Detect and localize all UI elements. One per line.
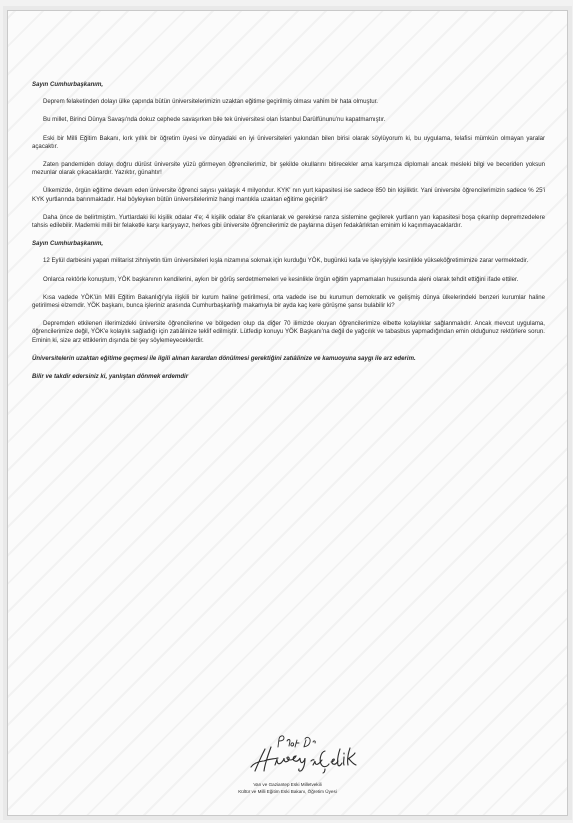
paragraph: Daha önce de belirtmiştim. Yurtlardaki iki kişilik odalar 4'e; 4 kişilik odalar 8'e çıkarılarak ve gerekirse ranza sistemine geçilerek yurtların yarı kapasitesi boşa çıkarılıp depremzedelere tahsis edilebilir. Mademki milli bir felaketle karşı karşıyayız, herkes gibi üniversite öğrencilerimiz de paylarına düşen fedakârlıktan eminim ki kaçınmayacaklardır. xyxy=(32,213,545,230)
paragraph: Bu millet, Birinci Dünya Savaşı'nda dokuz cephede savaşırken bile tek üniversitesi olan İstanbul Darülfünunu'nu kapatmamıştır. xyxy=(43,116,386,124)
salutation: Sayın Cumhurbaşkanım, xyxy=(32,81,104,88)
paragraph: Depremden etkilenen illerimizdeki üniversite öğrencilerine ve bölgeden olup da diğer 70 ilimizde okuyan öğrencilerimize elbette kolaylıklar sağlanmalıdır. Ancak mevcut uygulama, öğrencilerimize değil, YÖK'e kolaylık sağladığı için zatıâlinize teklif edilmiştir. Lütfedip konuyu YÖK Başkanı'na değil de yağcılık ve tabasbus yapmadığından emin olduğunuz rektörlere sorun. Eminin ki, size arz ettiklerim dışında bir şey söylemeyeceklerdir. xyxy=(32,320,545,344)
paragraph: Zaten pandemiden dolayı doğru dürüst üniversite yüzü görmeyen öğrencilerimiz, bir şekilde okullarını bitirecekler ama karşımıza diplomalı ancak mesleki bilgi ve beceriden yoksun mezunlar olarak çıkacaklardır. Yazıktır, günahtır! xyxy=(32,161,545,177)
paragraph: Eski bir Milli Eğitim Bakanı, kırk yıllık bir öğretim üyesi ve dünyadaki en iyi üniversiteleri yakından bilen birisi olarak söylüyorum ki, bu uygulama, telafisi mümkün olmayan yaralar açacaktır. xyxy=(32,134,545,150)
handwritten-signature xyxy=(213,731,363,781)
signature-caption-line-2: Kültür ve Milli Eğitim Eski Bakanı, Öğretim Üyesi xyxy=(238,789,337,794)
paragraph: Deprem felaketinden dolayı ülke çapında bütün üniversitelerimizin uzaktan eğitime geçirilmiş olması vahim bir hata olmuştur. xyxy=(43,98,378,106)
paragraph: Ülkemizde, örgün eğitime devam eden üniversite öğrenci sayısı yaklaşık 4 milyondur. KYK' nın yurt kapasitesi ise sadece 850 bin kişiliktir. Yani üniversite öğrencilerimizin sadece % 25'i KYK yurtlarında barınmaktadır. Hal böyleyken bütün üniversitelerimiz hangi mantıkla uzaktan eğitime geçirilir? xyxy=(32,187,545,203)
paragraph: Kısa vadede YÖK'ün Milli Eğitim Bakanlığı'yla ilişkili bir kurum haline getirilmesi, orta vadede ise bu kurumun demokratik ve gelişmiş dünya ülkelerindeki benzeri kurumlar haline getirilmesi elzemdir. YÖK başkanı, bunca işleriniz arasında Cumhurbaşkanlığı makamıyla bir ayda kaç kere görüşme şansı bulabilir ki? xyxy=(32,293,545,310)
paragraph: 12 Eylül darbesini yapan militarist zihniyetin tüm üniversiteleri kışla nizamına sokmak için kurduğu YÖK, bugünkü kafa ve işleyişiyle kesinlikle yükseköğretimimize zarar vermektedir. xyxy=(43,257,529,265)
letter-sheet xyxy=(7,10,568,816)
emphasis-paragraph: Üniversitelerin uzaktan eğitime geçmesi ile ilgili alınan karardan dönülmesi gerektiğini zatıâlinize ve kamuoyuna saygı ile arz ederim. xyxy=(32,354,416,362)
signature-caption-line-1: Van ve Gaziantep Eski Milletvekili xyxy=(253,782,322,787)
salutation: Sayın Cumhurbaşkanım, xyxy=(32,240,104,248)
paragraph: Onlarca rektörle konuştum, YÖK başkanının kendilerini, aykırı bir görüş serdetmemeleri ve kesinlikle örgün eğitim yapmamaları hususunda aleni olarak tehdit ettiğini ifade ettiler. xyxy=(43,275,519,283)
letter-body xyxy=(32,81,545,391)
closing-line: Bilir ve takdir edersiniz ki, yanlıştan dönmek erdemdir xyxy=(32,373,189,381)
signature-block xyxy=(8,731,567,795)
